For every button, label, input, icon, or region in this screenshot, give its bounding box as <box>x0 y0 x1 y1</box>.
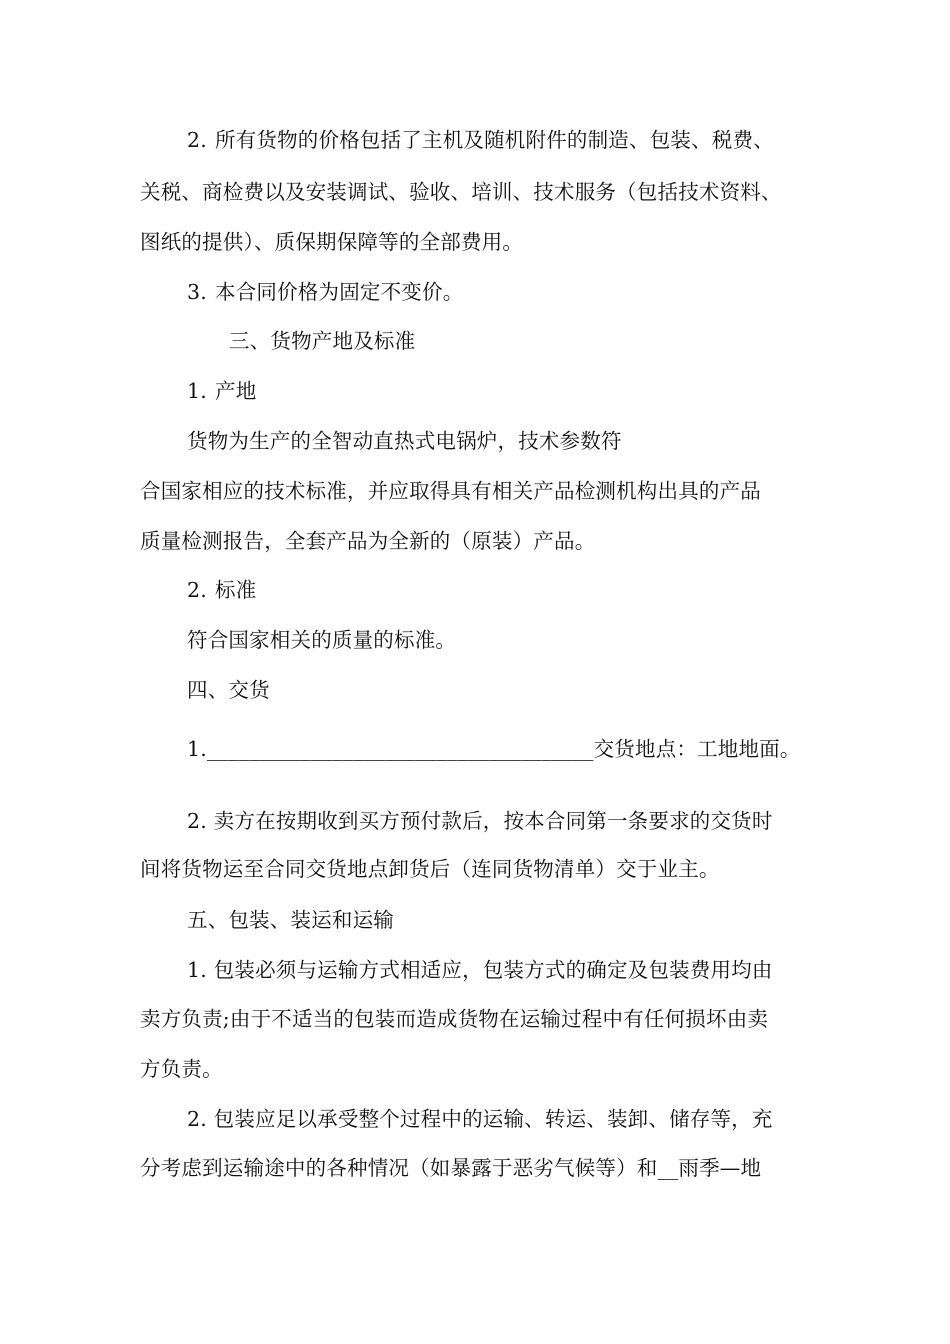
section-heading-packing <box>187 907 394 933</box>
paragraph-text: 质量检测报告，全套产品为全新的（原装）产品。 <box>140 529 596 553</box>
subheading-standard <box>187 577 256 603</box>
item-number: 3. <box>187 280 207 304</box>
item-number: 2. <box>187 578 207 602</box>
paragraph-packing-2-line-1 <box>187 1106 773 1132</box>
heading-text: 五、包装、装运和运输 <box>187 908 394 932</box>
section-heading-origin-standard <box>229 328 415 354</box>
paragraph-packing-1-line-3 <box>140 1056 223 1082</box>
paragraph-origin-line-1 <box>187 428 622 454</box>
paragraph-text: 2. 卖方在按期收到买方预付款后，按本合同第一条要求的交货时 <box>187 809 773 833</box>
paragraph-packing-1-line-1 <box>187 957 773 983</box>
paragraph-text: 卖方负责;由于不适当的包装而造成货物在运输过程中有任何损坏由卖 <box>140 1007 769 1031</box>
paragraph-text: 分考虑到运输途中的各种情况（如暴露于恶劣气候等）和__雨季—地 <box>140 1156 762 1180</box>
paragraph-delivery-place <box>187 736 801 762</box>
paragraph-text: 本合同价格为固定不变价。 <box>215 280 464 304</box>
paragraph-delivery-line-1 <box>187 808 773 834</box>
paragraph-origin-line-3 <box>140 528 595 554</box>
paragraph-text: 2. 包装应足以承受整个过程中的运输、转运、装卸、储存等，充 <box>187 1107 773 1131</box>
paragraph-price-line-1 <box>187 127 774 153</box>
paragraph-price-line-3 <box>140 229 523 255</box>
paragraph-origin-line-2 <box>140 478 761 504</box>
paragraph-text: 方负责。 <box>140 1057 223 1081</box>
item-number: 2. <box>187 128 207 152</box>
paragraph-text: 合国家相应的技术标准，并应取得具有相关产品检测机构出具的产品 <box>140 479 761 503</box>
paragraph-price-line-2 <box>140 179 782 205</box>
paragraph-text: 图纸的提供）、质保期保障等的全部费用。 <box>140 230 524 254</box>
paragraph-text: 1._____________________________________交货地点：工地地面。 <box>187 737 801 761</box>
subheading-text: 标准 <box>215 578 257 602</box>
paragraph-text: 关税、商检费以及安装调试、验收、培训、技术服务（包括技术资料、 <box>140 180 782 204</box>
item-number: 1. <box>187 379 207 403</box>
heading-text: 三、货物产地及标准 <box>229 329 416 353</box>
section-heading-delivery <box>187 677 270 703</box>
paragraph-packing-1-line-2 <box>140 1006 768 1032</box>
paragraph-text: 1. 包装必须与运输方式相适应，包装方式的确定及包装费用均由 <box>187 958 773 982</box>
paragraph-text: 符合国家相关的质量的标准。 <box>187 628 457 652</box>
heading-text: 四、交货 <box>187 678 270 702</box>
paragraph-text: 间将货物运至合同交货地点卸货后（连同货物清单）交于业主。 <box>140 857 720 881</box>
paragraph-fixed-price <box>187 279 463 305</box>
paragraph-text: 所有货物的价格包括了主机及随机附件的制造、包装、税费、 <box>215 128 774 152</box>
paragraph-packing-2-line-2 <box>140 1155 761 1181</box>
subheading-text: 产地 <box>215 379 257 403</box>
paragraph-text: 货物为生产的全智动直热式电锅炉，技术参数符 <box>187 429 622 453</box>
paragraph-delivery-line-2 <box>140 856 720 882</box>
paragraph-standard <box>187 627 456 653</box>
subheading-origin <box>187 378 256 404</box>
